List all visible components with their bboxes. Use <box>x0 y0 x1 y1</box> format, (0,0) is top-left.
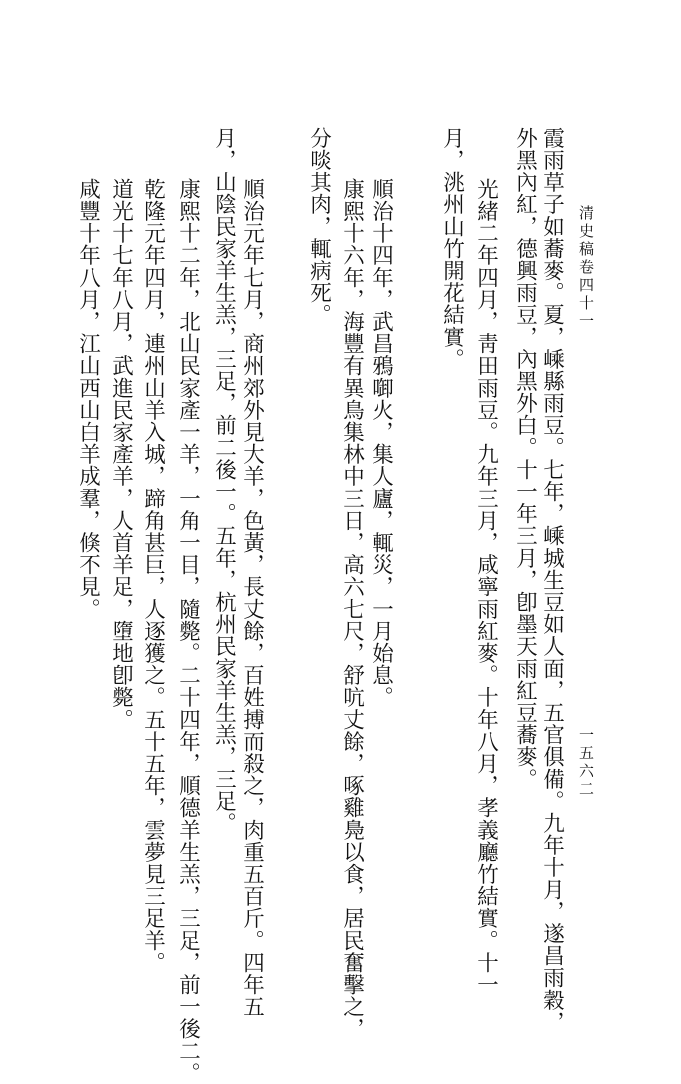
text-column-5: 順治十四年，武昌鴉啣火，集人廬，輒災，一月始息。 <box>368 178 394 709</box>
text-column-1: 霞雨草子如蕎麥。夏，嵊縣雨豆。七年，嵊城生豆如人面，五官俱備。九年十月，遂昌雨穀， <box>539 127 565 1034</box>
text-column-3: 光緒二年四月，靑田雨豆。九年三月，咸寧雨紅麥。十年八月，孝義廳竹結實。十一 <box>473 178 499 996</box>
page-number: 一五六二 <box>577 727 595 799</box>
text-column-2: 外黑內紅，德興雨豆，內黑外白。十一年三月，卽墨天雨紅豆蕎麥。 <box>512 127 538 790</box>
text-column-8: 順治元年七月，商州郊外見大羊，色黃，長丈餘，百姓搏而殺之，肉重五百斤。四年五 <box>239 178 265 1018</box>
running-head-title: 清史稿卷四十一 <box>577 205 595 331</box>
text-column-11: 乾隆元年四月，連州山羊入城，蹄角甚巨，人逐獲之。五十五年，雲夢見三足羊。 <box>140 178 166 974</box>
text-column-6: 康熙十六年，海豐有異鳥集林中三日，高六七尺，舒吭丈餘，啄雞鳧以食，居民奮擊之， <box>339 178 365 1040</box>
text-column-12: 道光十七年八月，武進民家產羊，人首羊足，墮地卽斃。 <box>108 178 134 731</box>
text-column-10: 康熙十二年，北山民家產一羊，一角一目，隨斃。二十四年，順德羊生羔，三足，前一後二。 <box>175 178 201 1084</box>
text-column-4: 月，洮州山竹開花結實。 <box>439 127 465 371</box>
text-column-9: 月，山陰民家羊生羔，三足，前二後一。五年，杭州民家羊生羔，三足。 <box>211 127 237 835</box>
text-column-7: 分啖其肉，輒病死。 <box>306 127 332 326</box>
text-column-13: 咸豐十年八月，江山西山白羊成羣，倏不見。 <box>75 178 101 620</box>
